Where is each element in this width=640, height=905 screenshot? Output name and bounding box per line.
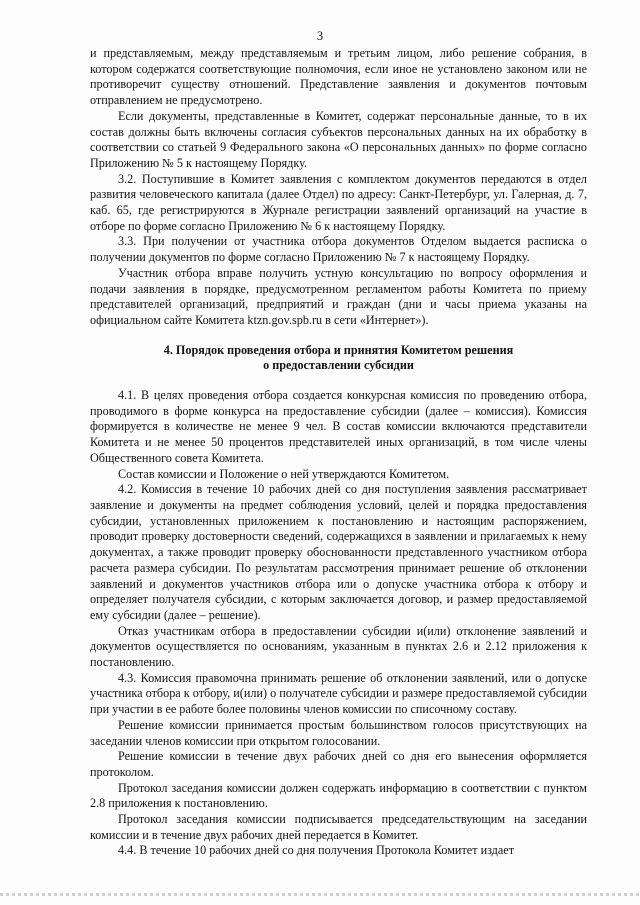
paragraph: 4.2. Комиссия в течение 10 рабочих дней со дня поступления заявления рассматривает заявление и документы на предмет соблюдения условий, целей и порядка предоставления субсидии, установленных приложением к постановлению и настоящим распоряжением, проводит проверку достоверности сведений, содержащихся в заявлении и прилагаемых к нему документах, а также проводит проверку обоснованности представленного участником отбора расчета размера субсидии. По результатам рассмотрения принимает решение об отклонении заявлений и документов участников отбора или о допуске участника отбора к отбору и определяет получателя субсидии, с которым заключается договор, и размер предоставляемой ему субсидии (далее – решение). — [90, 482, 587, 622]
paragraph: 4.4. В течение 10 рабочих дней со дня получения Протокола Комитет издает — [118, 843, 515, 858]
document-body — [90, 46, 587, 859]
scan-edge-artifact — [0, 893, 640, 896]
paragraph: Отказ участникам отбора в предоставлении субсидии и(или) отклонение заявлений и документов осуществляется по основаниям, указанным в пунктах 2.6 и 2.12 приложения к постановлению. — [90, 623, 587, 670]
page-number: 3 — [316, 29, 324, 43]
section-heading-line-1: 4. Порядок проведения отбора и принятия Комитетом решения — [163, 342, 514, 357]
paragraph: Состав комиссии и Положение о ней утверждаются Комитетом. — [118, 466, 450, 481]
paragraph: Решение комиссии в течение двух рабочих дней со дня его вынесения оформляется протоколом. — [90, 749, 587, 779]
paragraph: 3.3. При получении от участника отбора документов Отделом выдается расписка о получении документов по форме согласно Приложению № 7 к настоящему Порядку. — [90, 234, 587, 265]
section-heading-line-2: о предоставлении субсидии — [263, 358, 414, 373]
paragraph: 4.1. В целях проведения отбора создается конкурсная комиссия по проведению отбора, проводимого в форме конкурса на предоставление субсидии (далее – комиссия). Комиссия формируется в количестве не менее 9 чел. В состав комиссии включаются представители Комитета и не менее 50 процентов представителей иных организаций, в том числе члены Общественного совета Комитета. — [90, 388, 587, 465]
paragraph: 4.3. Комиссия правомочна принимать решение об отклонении заявлений, или о допуске участника отбора к отбору, и(или) о получателе субсидии и размере предоставляемой субсидии при участии в ее работе более половины членов комиссии по списочному составу. — [90, 670, 587, 717]
paragraph: 3.2. Поступившие в Комитет заявления с комплектом документов передаются в отдел развития человеческого капитала (далее Отдел) по адресу: Санкт-Петербург, ул. Галерная, д. 7, каб. 65, где регистрируются в Журнале регистрации заявлений организаций на участие в отборе по форме согласно Приложению № 6 к настоящему Порядку. — [90, 171, 587, 233]
paragraph: и представляемым, между представляемым и третьим лицом, либо решение собрания, в котором содержатся соответствующие полномочия, если иное не установлено законом или не противоречит существу отношений. Представление заявления и документов почтовым отправлением не предусмотрено. — [90, 46, 587, 108]
paragraph: Протокол заседания комиссии должен содержать информацию в соответствии с пунктом 2.8 приложения к постановлению. — [90, 780, 587, 811]
paragraph: Протокол заседания комиссии подписывается председательствующим на заседании комиссии и в течение двух рабочих дней передается в Комитет. — [90, 812, 587, 842]
paragraph: Решение комиссии принимается простым большинством голосов присутствующих на заседании членов комиссии при открытом голосовании. — [90, 717, 587, 748]
paragraph: Участник отбора вправе получить устную консультацию по вопросу оформления и подачи заявления в порядке, предусмотренном регламентом работы Комитета по приему представителей организаций, предприятий и граждан (дни и часы приема указаны на официальном сайте Комитета ktzn.gov.spb.ru в сети «Интернет»). — [90, 265, 587, 327]
paragraph: Если документы, представленные в Комитет, содержат персональные данные, то в их состав должны быть включены согласия субъектов персональных данных на их обработку в соответствии со статьей 9 Федерального закона «О персональных данных» по форме согласно Приложению № 5 к настоящему Порядку. — [90, 108, 587, 170]
